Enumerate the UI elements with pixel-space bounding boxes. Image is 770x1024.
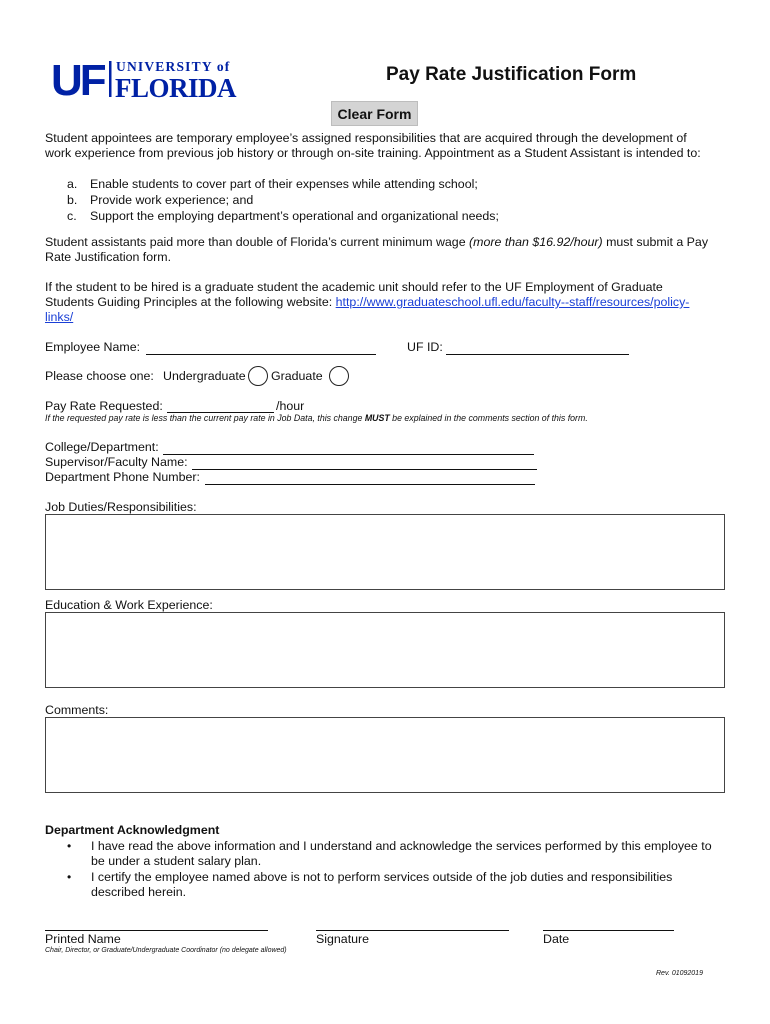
page-title: Pay Rate Justification Form (386, 64, 637, 85)
list-letter: c. (67, 209, 77, 223)
comments-label: Comments: (45, 703, 109, 717)
uf-logo-mark: UF (51, 56, 104, 101)
ack-bullet-1-line-2: be under a student salary plan. (91, 854, 262, 868)
employee-name-field[interactable] (146, 341, 376, 355)
pay-rate-label: Pay Rate Requested: (45, 399, 163, 413)
list-item (67, 193, 253, 208)
date-line[interactable] (543, 930, 674, 931)
acknowledgment-bullet-1 (45, 839, 735, 869)
college-field[interactable] (163, 441, 534, 455)
grad-line-1: If the student to be hired is a graduate student the academic unit should refer to the UF Employment of Graduate (45, 280, 663, 294)
pay-note-before: If the requested pay rate is less than the current pay rate in Job Data, this change (45, 413, 365, 423)
choose-label: Please choose one: (45, 369, 154, 383)
ufid-label: UF ID: (407, 340, 443, 354)
printed-name-line[interactable] (45, 930, 268, 931)
pay-rate-field[interactable] (167, 399, 274, 413)
comments-textarea[interactable] (45, 717, 725, 793)
ack-bullet-2-line-1: I certify the employee named above is not to perform services outside of the job duties and responsibilities (91, 870, 673, 884)
ack-bullet-1-line-1: I have read the above information and I understand and acknowledge the services performed by this employee to (91, 839, 712, 853)
uf-logo-graphic (51, 55, 251, 101)
acknowledgment-heading: Department Acknowledgment (45, 823, 220, 837)
grad-paragraph (45, 280, 725, 325)
list-item (67, 209, 499, 224)
list-text: Provide work experience; and (90, 193, 254, 207)
signature-line[interactable] (316, 930, 509, 931)
list-text: Support the employing department’s operational and organizational needs; (90, 209, 499, 223)
policy-link-continued[interactable]: links/ (45, 310, 74, 324)
bullet-icon: • (67, 870, 72, 884)
graduate-label: Graduate (271, 369, 323, 383)
bullet-icon: • (67, 839, 72, 853)
education-label: Education & Work Experience: (45, 598, 213, 612)
supervisor-field[interactable] (192, 456, 537, 470)
education-textarea[interactable] (45, 612, 725, 688)
signature-note: Chair, Director, or Graduate/Undergraduate Coordinator (no delegate allowed) (45, 947, 287, 954)
grad-line-2: Students Guiding Principles at the following website: (45, 295, 336, 309)
wage-text-before: Student assistants paid more than double of Florida’s current minimum wage (45, 235, 470, 249)
uf-logo-divider (109, 61, 112, 97)
phone-label: Department Phone Number: (45, 470, 200, 484)
intro-line-2: work experience from previous job history or through on-site training. Appointment as a Student Assistant is intended to: (45, 146, 701, 160)
list-letter: a. (67, 177, 78, 191)
intro-paragraph (45, 131, 725, 161)
graduate-radio[interactable] (329, 366, 349, 386)
uf-logo-line1: UNIVERSITY of (116, 59, 231, 74)
uf-logo (51, 55, 251, 101)
clear-form-button[interactable]: Clear Form (331, 101, 418, 126)
signature-label: Signature (316, 932, 370, 946)
wage-line-2: Rate Justification form. (45, 250, 172, 264)
wage-text-after: must submit a Pay (602, 235, 709, 249)
pay-note-after: be explained in the comments section of this form. (389, 413, 588, 423)
phone-field[interactable] (205, 471, 535, 485)
pay-rate-note (45, 413, 588, 423)
ufid-field[interactable] (446, 341, 629, 355)
supervisor-label: Supervisor/Faculty Name: (45, 455, 188, 469)
list-letter: b. (67, 193, 78, 207)
list-text: Enable students to cover part of their expenses while attending school; (90, 177, 478, 191)
uf-logo-line2: FLORIDA (115, 73, 237, 101)
wage-paragraph (45, 235, 725, 265)
undergraduate-radio[interactable] (248, 366, 268, 386)
job-duties-label: Job Duties/Responsibilities: (45, 500, 197, 514)
job-duties-textarea[interactable] (45, 514, 725, 590)
ack-bullet-2-line-2: described herein. (91, 885, 187, 899)
printed-name-label: Printed Name (45, 932, 121, 946)
list-item (67, 177, 478, 192)
undergraduate-label: Undergraduate (163, 369, 246, 383)
per-hour-label: /hour (276, 399, 305, 413)
intro-line-1: Student appointees are temporary employee’s assigned responsibilities that are acquired through the development of (45, 131, 687, 145)
date-label: Date (543, 932, 570, 946)
policy-link[interactable]: http://www.graduateschool.ufl.edu/faculty--staff/resources/policy- (335, 295, 690, 309)
employee-name-label: Employee Name: (45, 340, 141, 354)
pay-note-must: MUST (364, 413, 390, 423)
college-label: College/Department: (45, 440, 159, 454)
revision-number: Rev. 01092019 (656, 970, 703, 977)
acknowledgment-bullet-2 (45, 870, 735, 900)
wage-threshold: (more than $16.92/hour) (469, 235, 603, 249)
